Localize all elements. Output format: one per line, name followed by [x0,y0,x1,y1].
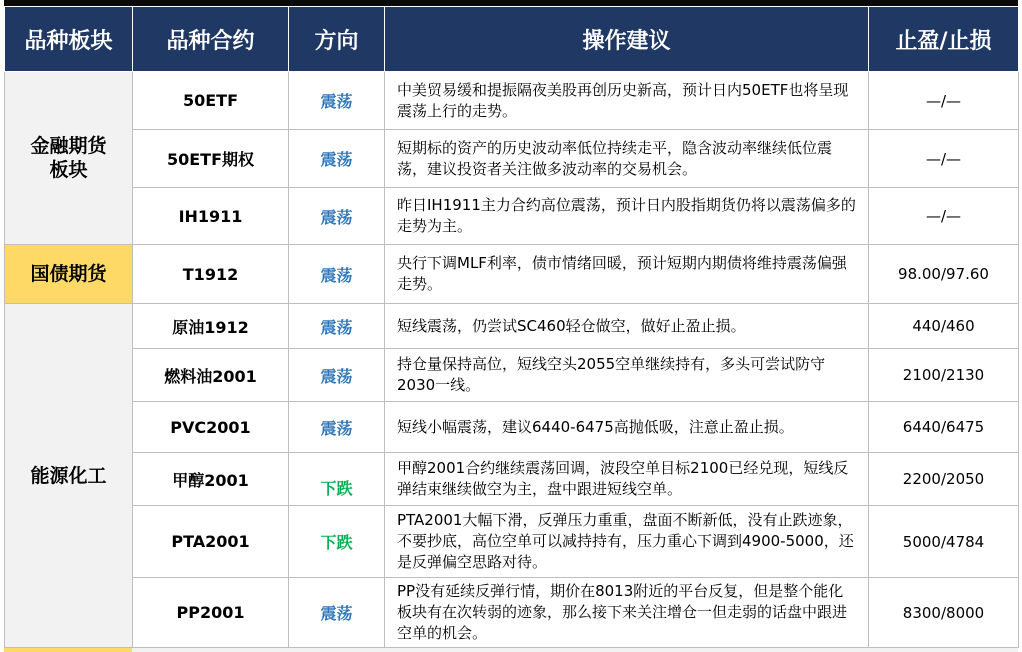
contract-cell: 原油1912 [133,304,289,349]
table-row [5,130,1019,188]
suggestion-cell: 中美贸易缓和提振隔夜美股再创历史新高，预计日内50ETF也将呈现震荡上行的走势。 [385,72,869,130]
stop-cell: —/— [869,188,1019,245]
header-sector: 品种板块 [5,7,133,72]
table-row [5,188,1019,245]
contract-cell: IH1911 [133,188,289,245]
contract-cell: PP2001 [133,578,289,648]
suggestion-cell: 短期标的资产的历史波动率低位持续走平，隐含波动率继续低位震荡，建议投资者关注做多波动率的交易机会。 [385,130,869,188]
suggestion-cell: 央行下调MLF利率，债市情绪回暖，预计短期内期债将维持震荡偏强走势。 [385,245,869,304]
table-row [5,578,1019,648]
table-row [5,349,1019,402]
stop-cell: 2100/2130 [869,349,1019,402]
bottom-strip-gold [4,648,132,652]
header-contract: 品种合约 [133,7,289,72]
contract-cell: 50ETF期权 [133,130,289,188]
stop-cell: 5000/4784 [869,506,1019,578]
suggestion-cell: 甲醇2001合约继续震荡回调，波段空单目标2100已经兑现，短线反弹结束继续做空为主，盘中跟进短线空单。 [385,453,869,506]
stop-cell: 6440/6475 [869,402,1019,453]
strategy-table [4,6,1019,648]
suggestion-cell: 昨日IH1911主力合约高位震荡，预计日内股指期货仍将以震荡偏多的走势为主。 [385,188,869,245]
table-row [5,506,1019,578]
direction-cell: 震荡 [289,349,385,402]
sector-energy: 能源化工 [5,304,133,648]
table-row [5,72,1019,130]
contract-cell: 50ETF [133,72,289,130]
suggestion-cell: 短线震荡，仍尝试SC460轻仓做空，做好止盈止损。 [385,304,869,349]
table-row [5,304,1019,349]
contract-cell: PVC2001 [133,402,289,453]
direction-cell: 下跌 [289,453,385,506]
table-row [5,453,1019,506]
contract-cell: 甲醇2001 [133,453,289,506]
header-stop: 止盈/止损 [869,7,1019,72]
sector-bond: 国债期货 [5,245,133,304]
stop-cell: —/— [869,72,1019,130]
stop-cell: 8300/8000 [869,578,1019,648]
header-direction: 方向 [289,7,385,72]
table-row [5,402,1019,453]
stop-cell: 2200/2050 [869,453,1019,506]
direction-cell: 下跌 [289,506,385,578]
stop-cell: 98.00/97.60 [869,245,1019,304]
contract-cell: 燃料油2001 [133,349,289,402]
direction-cell: 震荡 [289,72,385,130]
direction-cell: 震荡 [289,578,385,648]
direction-cell: 震荡 [289,188,385,245]
contract-cell: PTA2001 [133,506,289,578]
stop-cell: —/— [869,130,1019,188]
header-row [5,7,1019,72]
direction-cell: 震荡 [289,245,385,304]
suggestion-cell: PTA2001大幅下滑，反弹压力重重，盘面不断新低，没有止跌迹象，不要抄底，高位空单可以减持持有，压力重心下调到4900-5000，还是反弹偏空思路对待。 [385,506,869,578]
contract-cell: T1912 [133,245,289,304]
direction-cell: 震荡 [289,130,385,188]
sector-finance [5,72,133,245]
stop-cell: 440/460 [869,304,1019,349]
bottom-strip [4,648,1018,652]
suggestion-cell: 持仓量保持高位，短线空头2055空单继续持有，多头可尝试防守2030一线。 [385,349,869,402]
sector-finance-label: 金融期货 板块 [30,135,107,181]
suggestion-cell: 短线小幅震荡，建议6440-6475高抛低吸，注意止盈止损。 [385,402,869,453]
direction-cell: 震荡 [289,402,385,453]
direction-cell: 震荡 [289,304,385,349]
suggestion-cell: PP没有延续反弹行情，期价在8013附近的平台反复，但是整个能化板块有在次转弱的迹象，那么接下来关注增仓一但走弱的话盘中跟进空单的机会。 [385,578,869,648]
table-row [5,245,1019,304]
header-suggestion: 操作建议 [385,7,869,72]
